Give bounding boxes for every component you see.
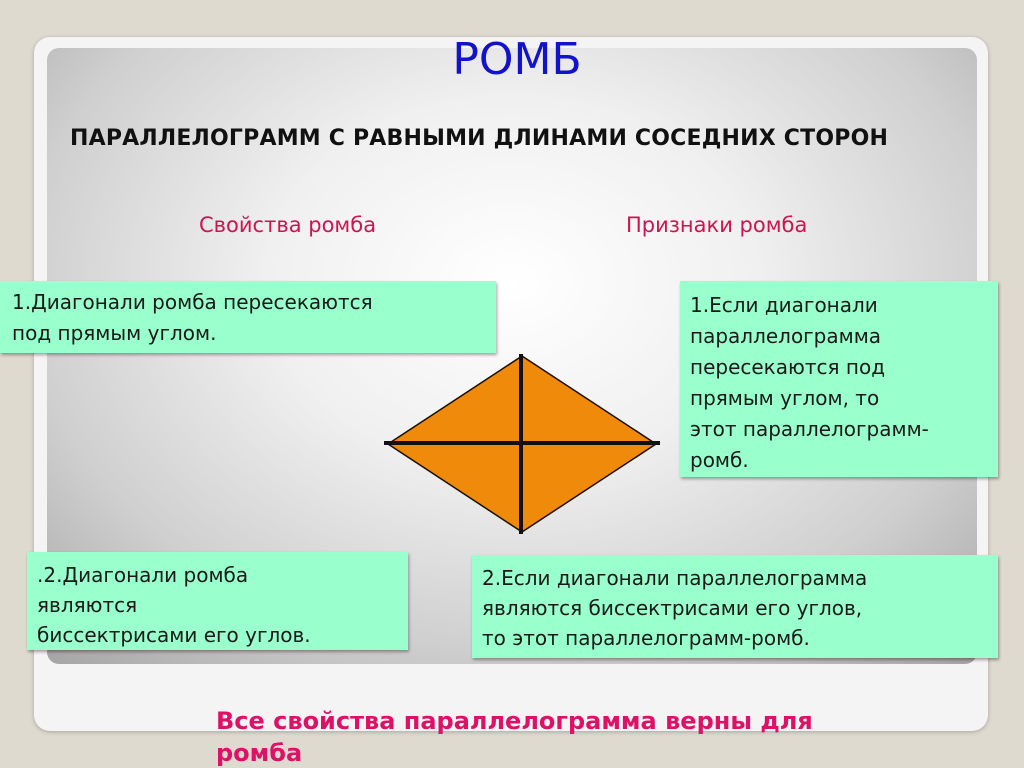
sign-box-2: 2.Если диагонали параллелограмма являются биссектрисами его углов, то этот параллелограмм-ромб. — [472, 555, 998, 658]
sign-box-1: 1.Если диагонали параллелограмма пересекаются под прямым углом, то этот параллелограмм- ромб. — [680, 281, 998, 477]
property-box-2: .2.Диагонали ромба являются биссектрисами его углов. — [27, 552, 408, 650]
property-box-1: 1.Диагонали ромба пересекаются под прямым углом. — [0, 281, 496, 353]
signs-heading: Признаки ромба — [626, 213, 808, 237]
slide-title: РОМБ — [452, 34, 582, 85]
footer-note: Все свойства параллелограмма верны для ромба — [216, 707, 813, 767]
definition-subtitle: ПАРАЛЛЕЛОГРАММ С РАВНЫМИ ДЛИНАМИ СОСЕДНИХ СТОРОН — [70, 126, 889, 151]
rhombus-diagram — [384, 354, 660, 534]
properties-heading: Свойства ромба — [199, 213, 377, 237]
